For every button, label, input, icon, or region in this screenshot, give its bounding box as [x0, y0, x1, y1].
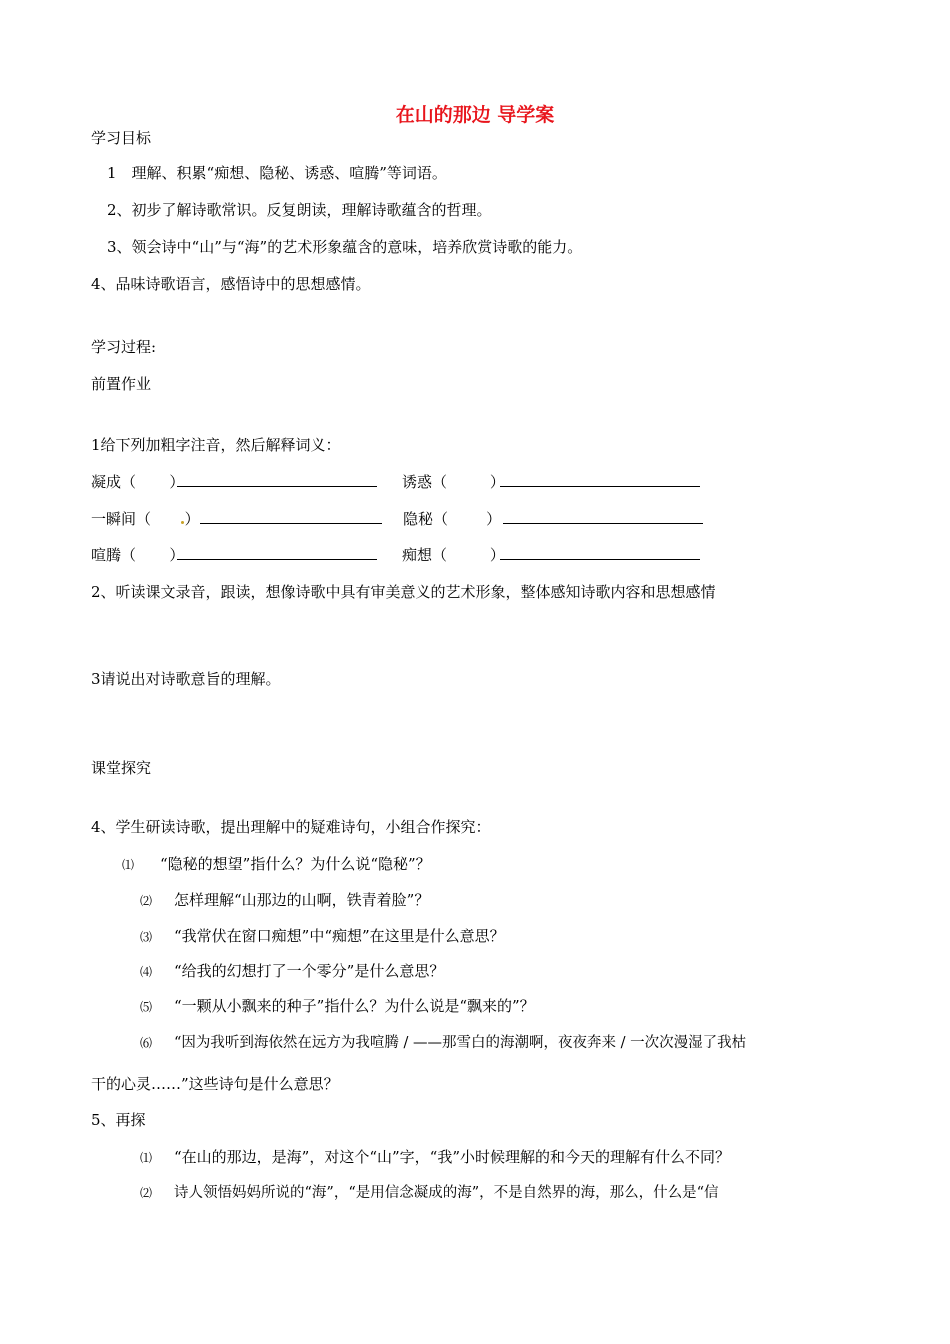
- pinyin-blank[interactable]: （ ）: [433, 510, 502, 528]
- sub-question-continuation: 干的心灵……”这些诗句是什么意思？: [91, 1075, 339, 1093]
- pinyin-blank[interactable]: （ ）: [121, 473, 185, 491]
- vocab-row: [91, 472, 377, 492]
- definition-blank[interactable]: [177, 545, 377, 560]
- sub-question-number: ⑶: [140, 930, 153, 944]
- sub-question-text: 诗人领悟妈妈所说的“海”，“是用信念凝成的海”，不是自然界的海，那么，什么是“信: [174, 1185, 719, 1201]
- question-1: 1给下列加粗字注音，然后解释词义：: [91, 436, 341, 454]
- definition-blank[interactable]: [177, 472, 377, 487]
- question-2: 2、听读课文录音，跟读，想像诗歌中具有审美意义的艺术形象，整体感知诗歌内容和思想感情: [91, 583, 716, 601]
- question-5: 5、再探: [91, 1111, 146, 1129]
- objective-item: 1 理解、积累“痴想、隐秘、诱惑、喧腾”等词语。: [107, 164, 447, 182]
- sub-question: [140, 890, 429, 911]
- vocab-word: 凝成: [91, 473, 122, 491]
- sub-question-number: ⑷: [140, 965, 153, 979]
- vocab-word: 诱惑: [402, 473, 433, 491]
- vocab-word: 一瞬间: [91, 510, 137, 528]
- sub-question-text: 怎样理解“山那边的山啊，铁青着脸”？: [174, 891, 430, 909]
- definition-blank[interactable]: [500, 545, 700, 560]
- sub-question-number: ⑸: [140, 1000, 153, 1014]
- sub-question-text: “在山的那边，是海”，对这个“山”字，“我”小时候理解的和今天的理解有什么不同？: [174, 1148, 731, 1166]
- pinyin-blank[interactable]: （ ）: [136, 510, 200, 528]
- document-title: 在山的那边 导学案: [395, 104, 555, 126]
- vocab-row: [402, 472, 700, 492]
- inquiry-heading: 课堂探究: [91, 759, 152, 777]
- vocab-word: 隐秘: [403, 510, 434, 528]
- sub-question: [140, 1147, 730, 1168]
- sub-question-text: “因为我听到海依然在远方为我喧腾 / ——那雪白的海潮啊，夜夜奔来 / 一次次漫湿了我枯: [174, 1035, 747, 1051]
- sub-question-text: “隐秘的想望”指什么？为什么说“隐秘”？: [160, 855, 431, 873]
- sub-question: [140, 1183, 719, 1203]
- sub-question-number: ⑹: [140, 1036, 153, 1050]
- sub-question: [140, 996, 535, 1017]
- sub-question-number: ⑵: [140, 894, 153, 908]
- question-4: 4、学生研读诗歌，提出理解中的疑难诗句，小组合作探究：: [91, 818, 491, 836]
- pinyin-blank[interactable]: （ ）: [432, 473, 505, 491]
- sub-question-number: ⑵: [140, 1186, 153, 1200]
- pinyin-blank[interactable]: （ ）: [432, 546, 505, 564]
- process-heading: 学习过程:: [91, 338, 157, 356]
- sub-question: [140, 926, 505, 947]
- definition-blank[interactable]: [200, 509, 382, 524]
- sub-question-text: “我常伏在窗口痴想”中“痴想”在这里是什么意思？: [174, 927, 505, 945]
- question-3: 3请说出对诗歌意旨的理解。: [91, 670, 281, 688]
- definition-blank[interactable]: [500, 472, 700, 487]
- pinyin-blank[interactable]: （ ）: [121, 546, 185, 564]
- vocab-row: [91, 545, 377, 565]
- sub-question-text: “给我的幻想打了一个零分”是什么意思？: [174, 962, 445, 980]
- vocab-row: [91, 509, 382, 529]
- sub-question: [122, 854, 431, 875]
- objectives-heading: 学习目标: [91, 129, 152, 147]
- vocab-row: [402, 545, 700, 565]
- vocab-word: 痴想: [402, 546, 433, 564]
- objective-item: 3、领会诗中“山”与“海”的艺术形象蕴含的意味，培养欣赏诗歌的能力。: [107, 238, 583, 256]
- pre-assignment-heading: 前置作业: [91, 375, 152, 393]
- sub-question: [140, 1033, 746, 1053]
- sub-question-number: ⑴: [140, 1151, 153, 1165]
- sub-question-text: “一颗从小飘来的种子”指什么？为什么说是“飘来的”？: [174, 997, 535, 1015]
- definition-blank[interactable]: [503, 509, 703, 524]
- vocab-row: [403, 509, 703, 529]
- sub-question: [140, 961, 444, 982]
- sub-question-number: ⑴: [122, 858, 135, 872]
- objective-item: 4、品味诗歌语言，感悟诗中的思想感情。: [91, 275, 371, 293]
- vocab-word: 喧腾: [91, 546, 122, 564]
- objective-item: 2、初步了解诗歌常识。反复朗读，理解诗歌蕴含的哲理。: [107, 201, 492, 219]
